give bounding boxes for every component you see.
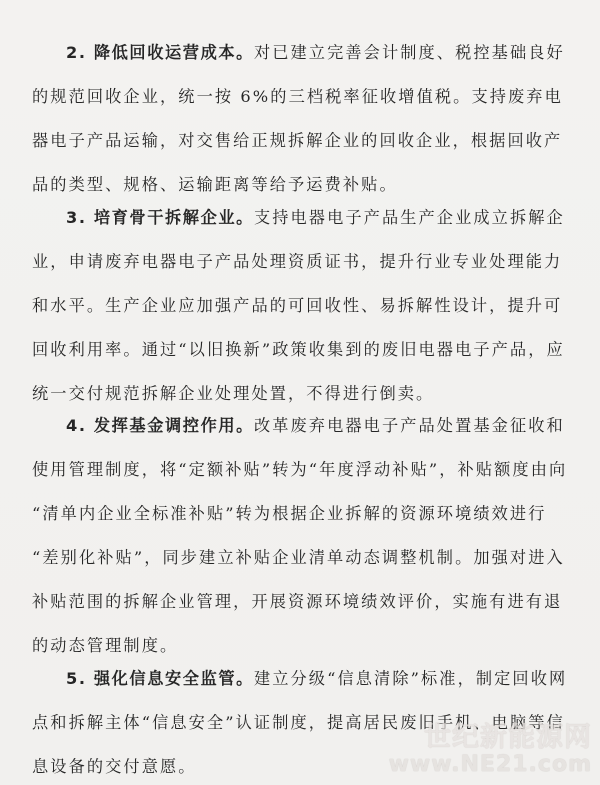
paragraph-line <box>66 42 565 64</box>
paragraph-text: 建立分级“信息清除”标准，制定回收网 <box>253 669 568 688</box>
watermark-site-name: 世纪新能源网 <box>424 722 592 753</box>
paragraph-line: 的规范回收企业，统一按 6%的三档税率征收增值税。支持废弃电 <box>32 87 563 106</box>
site-watermark <box>389 723 592 777</box>
paragraph-line: 点和拆解主体“信息安全”认证制度，提高居民废旧手机、电脑等信 <box>32 713 565 732</box>
section-heading: 5. 强化信息安全监管。 <box>66 669 254 688</box>
watermark-url: www.NE21.com <box>388 752 592 777</box>
paragraph-line: 使用管理制度，将“定额补贴”转为“年度浮动补贴”，补贴额度由向 <box>32 460 568 479</box>
paragraph-line: 和水平。生产企业应加强产品的可回收性、易拆解性设计，提升可 <box>32 296 563 315</box>
paragraph-line: “清单内企业全标准补贴”转为根据企业拆解的资源环境绩效进行 <box>32 504 547 523</box>
paragraph-line <box>66 668 567 690</box>
section-heading: 4. 发挥基金调控作用。 <box>66 416 254 435</box>
paragraph-line: 回收利用率。通过“以旧换新”政策收集到的废旧电器电子产品，应 <box>32 340 565 359</box>
paragraph-line: 品的类型、规格、运输距离等给予运费补贴。 <box>32 175 398 194</box>
paragraph-text: 对已建立完善会计制度、税控基础良好 <box>253 43 565 62</box>
paragraph-line: 的动态管理制度。 <box>32 636 179 655</box>
paragraph-line: “差别化补贴”，同步建立补贴企业清单动态调整机制。加强对进入 <box>32 548 565 567</box>
paragraph-line <box>66 207 565 229</box>
section-heading: 2. 降低回收运营成本。 <box>66 43 254 62</box>
paragraph-line: 统一交付规范拆解企业处理处置，不得进行倒卖。 <box>32 384 435 403</box>
paragraph-text: 改革废弃电器电子产品处置基金征收和 <box>253 416 565 435</box>
paragraph-line: 息设备的交付意愿。 <box>32 757 197 776</box>
section-heading: 3. 培育骨干拆解企业。 <box>66 208 254 227</box>
paragraph-text: 支持电器电子产品生产企业成立拆解企 <box>253 208 565 227</box>
paragraph-line: 器电子产品运输，对交售给正规拆解企业的回收企业，根据回收产 <box>32 131 563 150</box>
paragraph-line: 补贴范围的拆解企业管理，开展资源环境绩效评价，实施有进有退 <box>32 592 563 611</box>
paragraph-line: 业，申请废弃电器电子产品处理资质证书，提升行业专业处理能力 <box>32 252 563 271</box>
paragraph-line <box>66 415 565 437</box>
